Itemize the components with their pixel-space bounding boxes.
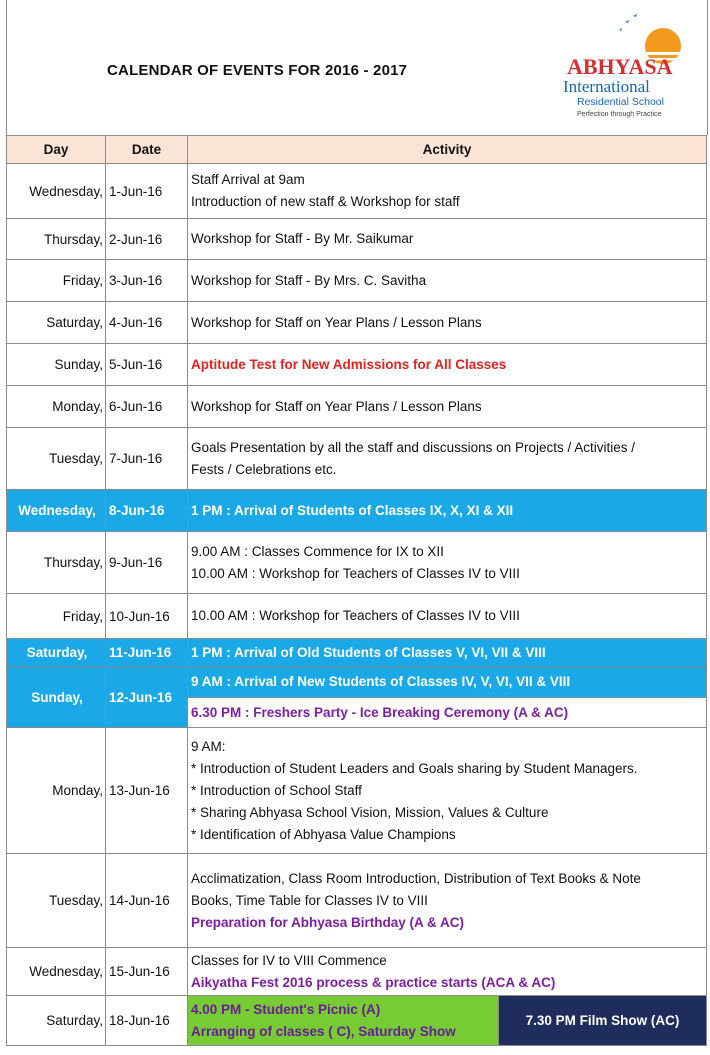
row-day: Sunday,	[7, 344, 106, 386]
logo-brand: ABHYASA	[567, 54, 673, 79]
table-row-highlight	[7, 639, 707, 667]
logo-graphic	[555, 8, 685, 120]
activity-line-highlight: Aptitude Test for New Admissions for All Classes	[191, 356, 507, 372]
page-header	[6, 0, 708, 135]
row-activity	[188, 854, 707, 948]
row-activity-green	[188, 996, 499, 1046]
row-day: Monday,	[7, 728, 106, 854]
activity-line: Workshop for Staff - By Mr. Saikumar	[191, 231, 414, 246]
row-date: 13-Jun-16	[106, 728, 188, 854]
activity-line: Books, Time Table for Classes IV to VIII	[191, 892, 428, 908]
activity-line: Goals Presentation by all the staff and discussions on Projects / Activities /	[191, 439, 635, 455]
row-day: Wednesday,	[7, 490, 106, 532]
table-row	[7, 302, 707, 344]
birds-icon	[619, 14, 637, 31]
row-activity	[188, 698, 707, 728]
row-day: Wednesday,	[7, 948, 106, 996]
activity-line: 10.00 AM : Workshop for Teachers of Classes IV to VIII	[191, 565, 520, 581]
activity-line: * Introduction of School Staff	[191, 782, 362, 798]
school-logo	[555, 8, 685, 120]
activity-line: Introduction of new staff & Workshop for staff	[191, 194, 460, 209]
column-header-date: Date	[106, 136, 188, 164]
activity-line: * Sharing Abhyasa School Vision, Mission, Values & Culture	[191, 804, 549, 820]
table-row	[7, 854, 707, 948]
activity-line: * Identification of Abhyasa Value Champions	[191, 826, 456, 842]
activity-line: 9 AM : Arrival of New Students of Classes IV, V, VI, VII & VIII	[191, 674, 571, 689]
row-activity	[188, 728, 707, 854]
activity-line: 1 PM : Arrival of Old Students of Classes V, VI, VII & VIII	[191, 644, 546, 660]
row-date: 9-Jun-16	[106, 532, 188, 594]
row-activity-navy: 7.30 PM Film Show (AC)	[499, 996, 707, 1046]
row-activity	[188, 164, 707, 219]
row-activity	[188, 260, 707, 302]
row-date: 15-Jun-16	[106, 948, 188, 996]
table-row	[7, 532, 707, 594]
events-table	[6, 135, 707, 1046]
row-day: Thursday,	[7, 219, 106, 260]
row-date: 10-Jun-16	[106, 594, 188, 639]
activity-line: Arranging of classes ( C), Saturday Show	[191, 1023, 456, 1039]
table-row	[7, 996, 707, 1046]
row-activity	[188, 639, 707, 667]
activity-line: Acclimatization, Class Room Introduction, Distribution of Text Books & Note	[191, 870, 641, 886]
row-day: Sunday,	[7, 667, 106, 728]
column-header-day: Day	[7, 136, 106, 164]
activity-line-highlight: 6.30 PM : Freshers Party - Ice Breaking Ceremony (A & AC)	[191, 704, 569, 720]
activity-line: Staff Arrival at 9am	[191, 172, 305, 187]
activity-line: Fests / Celebrations etc.	[191, 461, 337, 477]
table-row	[7, 344, 707, 386]
row-date: 5-Jun-16	[106, 344, 188, 386]
activity-line: * Introduction of Student Leaders and Goals sharing by Student Managers.	[191, 760, 638, 776]
row-activity	[188, 532, 707, 594]
row-date: 18-Jun-16	[106, 996, 188, 1046]
activity-line: 10.00 AM : Workshop for Teachers of Classes IV to VIII	[191, 608, 520, 623]
row-activity	[188, 302, 707, 344]
row-day: Saturday,	[7, 639, 106, 667]
activity-line-highlight: Aikyatha Fest 2016 process & practice starts (ACA & AC)	[191, 974, 556, 990]
logo-line3: Residential School	[577, 96, 664, 108]
table-row	[7, 219, 707, 260]
table-header-row	[7, 136, 707, 164]
row-date: 14-Jun-16	[106, 854, 188, 948]
activity-line-highlight: Preparation for Abhyasa Birthday (A & AC)	[191, 914, 465, 930]
page-title: CALENDAR OF EVENTS FOR 2016 - 2017	[107, 62, 408, 79]
row-activity	[188, 594, 707, 639]
logo-line2: International	[563, 77, 650, 96]
activity-line: 9.00 AM : Classes Commence for IX to XII	[191, 543, 444, 559]
row-date: 4-Jun-16	[106, 302, 188, 344]
row-activity	[188, 386, 707, 428]
row-date: 7-Jun-16	[106, 428, 188, 490]
row-day: Saturday,	[7, 302, 106, 344]
row-day: Thursday,	[7, 532, 106, 594]
column-header-activity: Activity	[188, 136, 707, 164]
row-day: Friday,	[7, 260, 106, 302]
table-row-highlight	[7, 490, 707, 532]
row-date: 2-Jun-16	[106, 219, 188, 260]
row-day: Monday,	[7, 386, 106, 428]
row-date: 12-Jun-16	[106, 667, 188, 728]
row-day: Saturday,	[7, 996, 106, 1046]
activity-line: 9 AM:	[191, 738, 226, 754]
row-day: Tuesday,	[7, 854, 106, 948]
table-row	[7, 948, 707, 996]
row-day: Wednesday,	[7, 164, 106, 219]
row-date: 6-Jun-16	[106, 386, 188, 428]
table-row	[7, 164, 707, 219]
table-row	[7, 386, 707, 428]
activity-line: Workshop for Staff on Year Plans / Lesson Plans	[191, 398, 482, 414]
row-day: Tuesday,	[7, 428, 106, 490]
table-row	[7, 428, 707, 490]
row-date: 11-Jun-16	[106, 639, 188, 667]
activity-line: 1 PM : Arrival of Students of Classes IX, X, XI & XII	[191, 502, 514, 518]
table-row	[7, 667, 707, 698]
activity-line: Workshop for Staff on Year Plans / Lesson Plans	[191, 314, 482, 330]
row-activity	[188, 490, 707, 532]
table-row	[7, 260, 707, 302]
activity-line: Workshop for Staff - By Mrs. C. Savitha	[191, 272, 427, 288]
row-activity	[188, 428, 707, 490]
row-day: Friday,	[7, 594, 106, 639]
row-date: 1-Jun-16	[106, 164, 188, 219]
row-activity	[188, 667, 707, 698]
row-date: 8-Jun-16	[106, 490, 188, 532]
table-row	[7, 594, 707, 639]
row-activity	[188, 219, 707, 260]
row-date: 3-Jun-16	[106, 260, 188, 302]
table-row	[7, 728, 707, 854]
row-activity	[188, 948, 707, 996]
logo-tagline: Perfection through Practice	[577, 111, 662, 118]
activity-line: Classes for IV to VIII Commence	[191, 952, 387, 968]
activity-line: 4.00 PM - Student's Picnic (A)	[191, 1001, 381, 1017]
row-activity	[188, 344, 707, 386]
